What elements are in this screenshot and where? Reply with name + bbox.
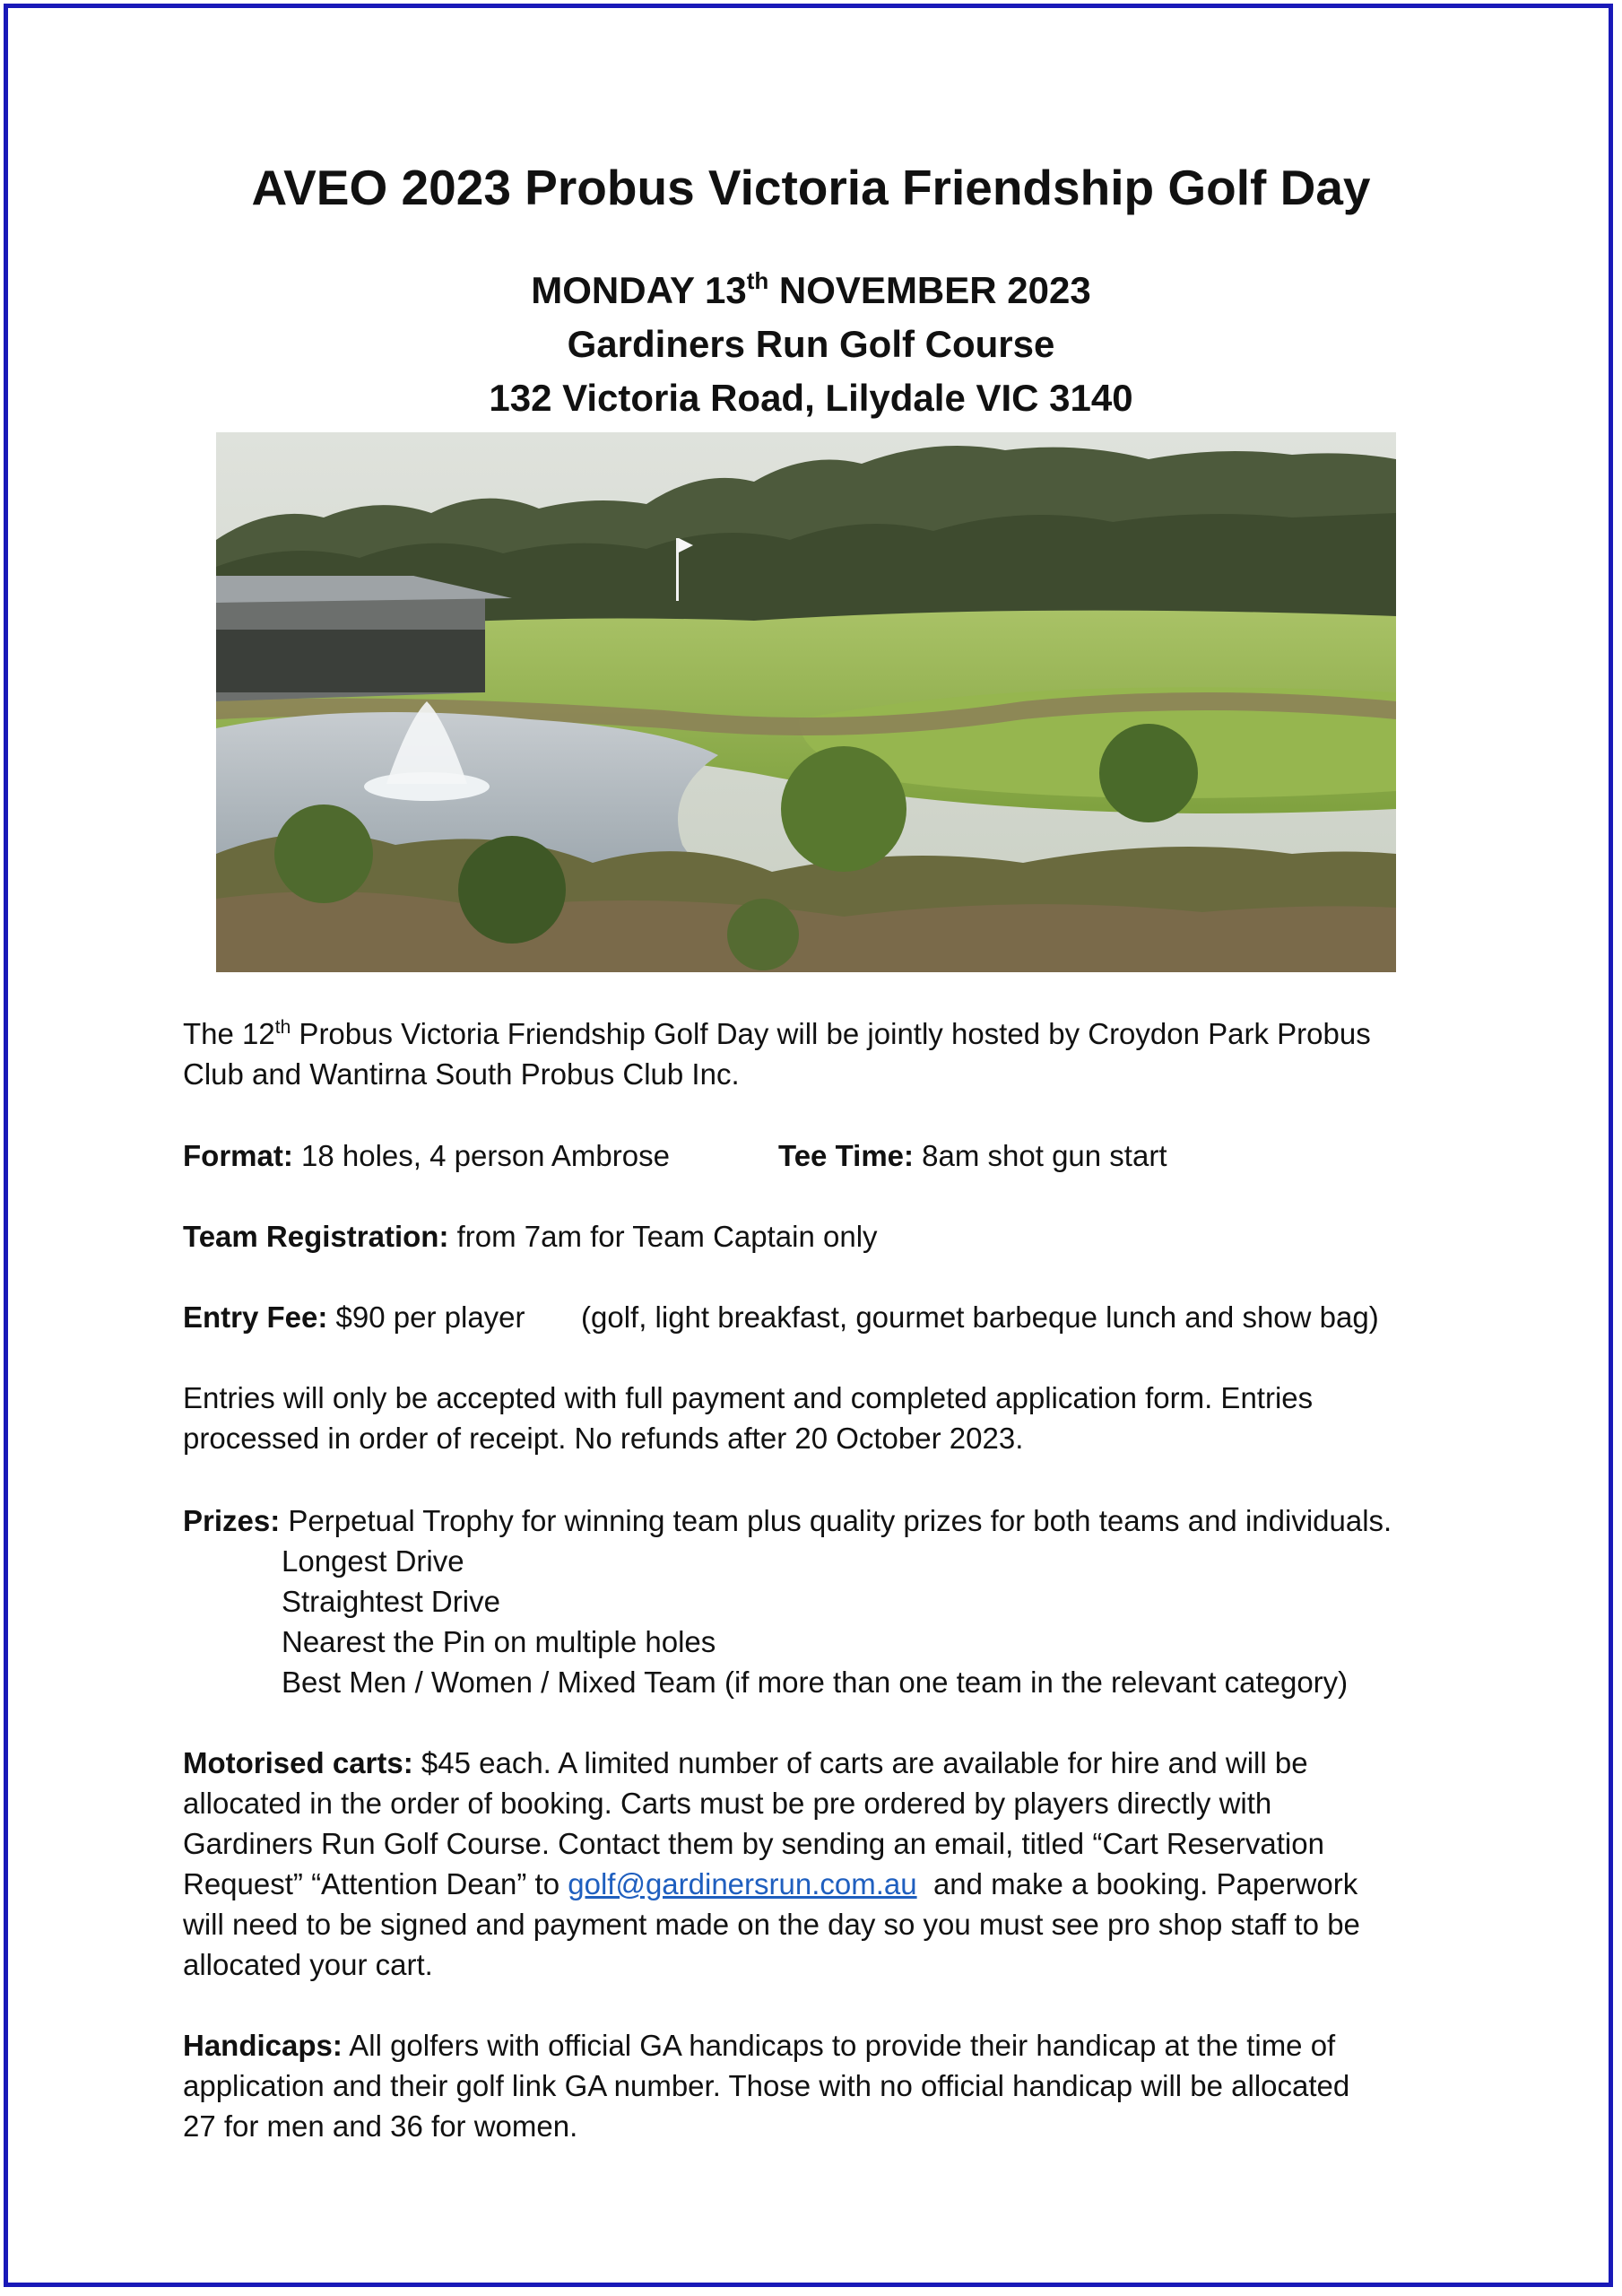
event-address: 132 Victoria Road, Lilydale VIC 3140 [489, 377, 1133, 419]
prizes-first: Perpetual Trophy for winning team plus quality prizes for both teams and individuals. [280, 1504, 1392, 1537]
prizes-label: Prizes: [183, 1504, 281, 1537]
event-venue: Gardiners Run Golf Course [567, 323, 1055, 365]
prize-item: Straightest Drive [282, 1585, 500, 1618]
tee-time-label: Tee Time: [778, 1139, 914, 1172]
prize-item: Longest Drive [282, 1544, 464, 1578]
entry-fee-value: $90 per player [327, 1300, 525, 1334]
intro-paragraph: The 12th Probus Victoria Friendship Golf Day will be jointly hosted by Croydon Park Probus Club and Wantirna South Probus Club Inc. [183, 1017, 1371, 1091]
registration-line [183, 1216, 1456, 1257]
entry-fee-note: (golf, light breakfast, gourmet barbeque lunch and show bag) [581, 1300, 1379, 1334]
carts-label: Motorised carts: [183, 1746, 413, 1779]
page-title: AVEO 2023 Probus Victoria Friendship Golf Day [251, 160, 1371, 215]
entry-fee-label: Entry Fee: [183, 1300, 328, 1334]
registration-label: Team Registration: [183, 1220, 449, 1253]
prize-list [282, 1541, 1348, 1702]
registration-value: from 7am for Team Captain only [448, 1220, 878, 1253]
event-date: MONDAY 13th NOVEMBER 2023 [531, 267, 1091, 311]
prizes-line [183, 1500, 1456, 1541]
prize-item: Nearest the Pin on multiple holes [282, 1625, 716, 1658]
handicaps-label: Handicaps: [183, 2029, 343, 2062]
format-value: 18 holes, 4 person Ambrose [292, 1139, 670, 1172]
prize-item: Best Men / Women / Mixed Team (if more than one team in the relevant category) [282, 1665, 1349, 1699]
tee-time-value: 8am shot gun start [914, 1139, 1167, 1172]
handicaps-paragraph: Handicaps: All golfers with official GA handicaps to provide their handicap at the time of application and their golf link GA number. Those with no official handicap will be allocated 27 for men and 36 for women. [183, 2029, 1350, 2143]
tee-time-line [778, 1135, 1167, 1176]
email-link[interactable]: golf@gardinersrun.com.au [568, 1867, 917, 1900]
carts-paragraph: Motorised carts: $45 each. A limited number of carts are available for hire and will be allocated in the order of booking. Carts must be pre ordered by players directly with Gardiners Run Golf Course. Contact them by sending an email, titled “Cart Reservation Request” “Attention Dean” to golf@gardinersrun.com.au and make a booking. Paperwork will need to be signed and payment made on the day so you must see pro shop staff to be allocated your cart. [183, 1746, 1360, 1981]
entries-paragraph: Entries will only be accepted with full payment and completed application form. Entries processed in order of receipt. No refunds after 20 October 2023. [183, 1381, 1314, 1455]
golf-course-photo [216, 432, 1396, 972]
format-label: Format: [183, 1139, 293, 1172]
